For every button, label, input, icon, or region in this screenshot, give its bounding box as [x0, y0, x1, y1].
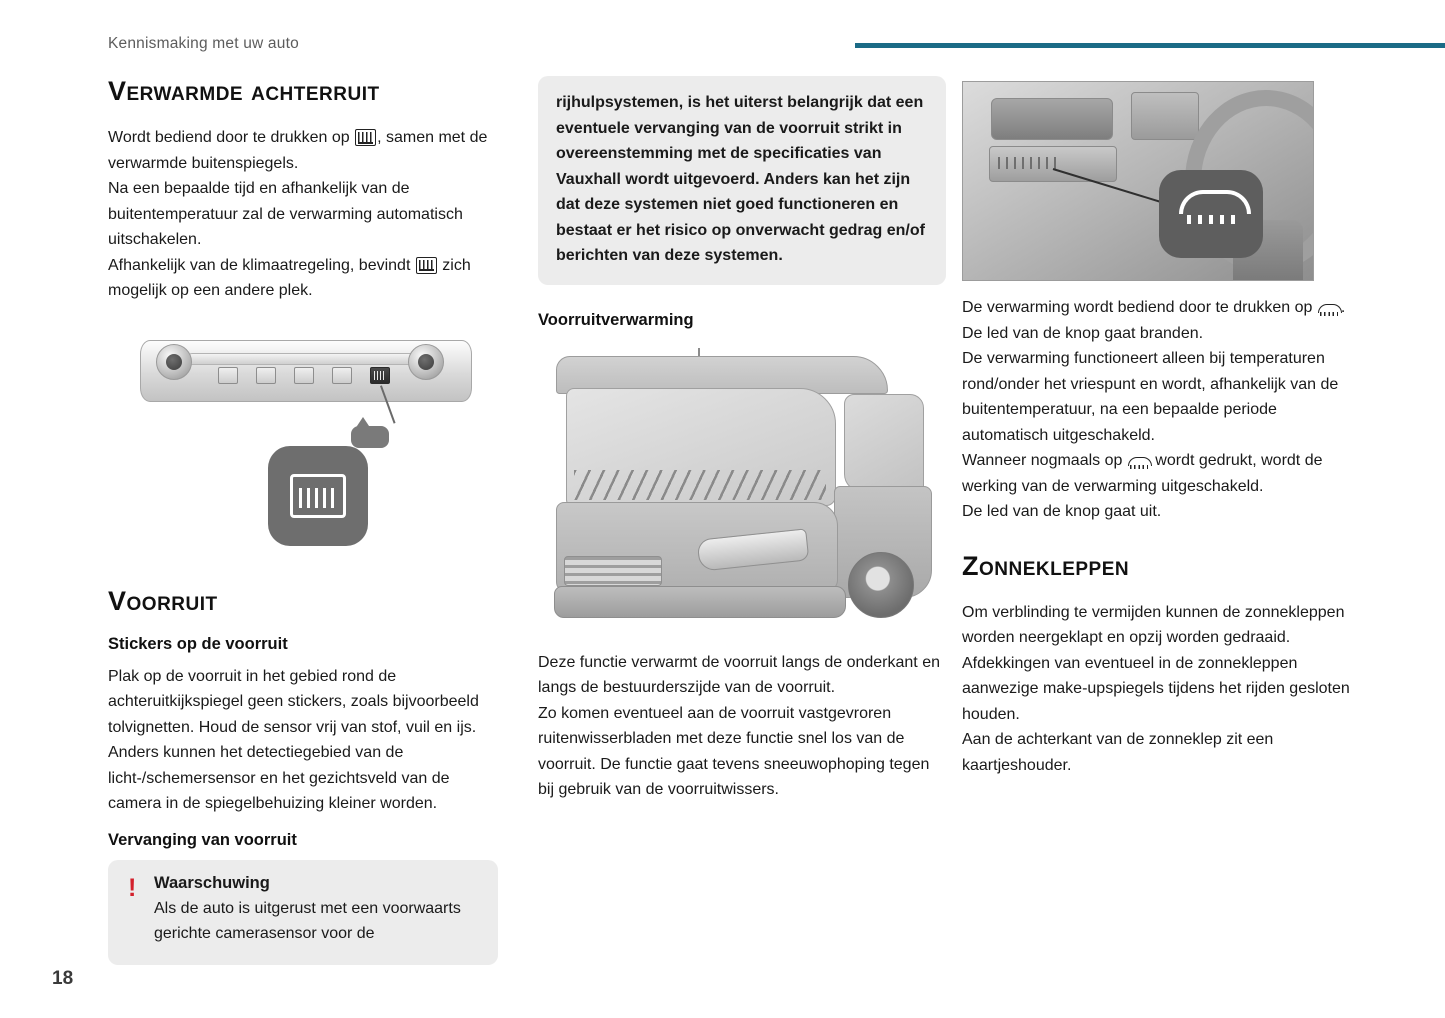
dashboard-button-panel: [989, 146, 1117, 182]
figure-dashboard-button: [962, 81, 1314, 281]
paragraph-led-on: De led van de knop gaat branden.: [962, 324, 1204, 342]
heading-voorruit: Voorruit: [108, 585, 218, 616]
defrost-icon-waves: [299, 488, 337, 508]
icon-location-text-1: Afhankelijk van de klimaatregeling, bevindt: [108, 256, 415, 274]
column-left: [108, 76, 498, 965]
heading-verwarmde-achterruit: Verwarmde achterruit: [108, 76, 380, 106]
dashboard-vent: [991, 98, 1113, 140]
dashboard-display: [1131, 92, 1199, 140]
van-bumper: [554, 586, 846, 618]
paragraph-temperature-condition: De verwarming functioneert alleen bij temperaturen rond/onder het vriespunt en wordt, afhankelijk van de buitentemperatuur, na een bepaalde periode automatisch uitgeschakeld.: [962, 350, 1339, 444]
console-button-rear-defrost: [370, 367, 390, 384]
heating-text-2: .: [1340, 299, 1346, 316]
van-side-window: [844, 394, 924, 492]
paragraph-icon-location: [108, 253, 498, 304]
windscreen-heating-zone: [574, 470, 826, 500]
console-button-1: [218, 367, 238, 384]
warning-icon: !: [128, 873, 137, 902]
subheading-vervanging: Vervanging van voorruit: [108, 830, 297, 849]
paragraph-led-off: De led van de knop gaat uit.: [962, 503, 1162, 520]
van-wheel: [848, 552, 914, 618]
paragraph-stickers: Plak op de voorruit in het gebied rond de achteruitkijkspiegel geen stickers, zoals bijvoorbeeld tolvignetten. Houd de sensor vrij van stof, vuil en ijs. Anders kunnen het detectiegebied van de licht-/schemersensor en het gezichtsveld van de camera in de spiegelbehuizing kleiner worden.: [108, 667, 479, 812]
header-accent-rule: [855, 43, 1445, 48]
paragraph-function-description: Deze functie verwarmt de voorruit langs de onderkant en langs de bestuurderszijde van de voorruit.: [538, 653, 940, 696]
rear-defrost-text-1: Wordt bediend door te drukken op: [108, 129, 355, 146]
heading-zonnekleppen: Zonnekleppen: [962, 550, 1130, 581]
paragraph-sun-visor-1: Om verblinding te vermijden kunnen de zonnekleppen worden neergeklapt en opzij worden gedraaid.: [962, 603, 1345, 646]
paragraph-auto-switch-off: Na een bepaalde tijd en afhankelijk van de buitentemperatuur zal de verwarming automatisch uitschakelen.: [108, 180, 463, 248]
console-button-row: [218, 366, 390, 386]
paragraph-frozen-wipers: Zo komen eventueel aan de voorruit vastgevroren ruitenwisserbladen met deze functie snel los van de voorruit. De functie gaat tevens sneeuwophoping tegen bij gebruik van de voorruitwissers.: [538, 704, 930, 798]
console-button-3: [294, 367, 314, 384]
paragraph-sun-visor-3: Aan de achterkant van de zonneklep zit een kaartjeshouder.: [962, 731, 1274, 774]
rear-window-defrost-icon: [416, 257, 437, 274]
windscreen-defrost-icon: [1128, 454, 1150, 469]
warning-continuation-box: [538, 76, 946, 285]
climate-knob-left: [156, 344, 192, 380]
paragraph-heating-operation: [962, 295, 1350, 321]
subheading-voorruitverwarming: Voorruitverwarming: [538, 310, 694, 329]
paragraph-sun-visor-2: Afdekkingen van eventueel in de zonnekleppen aanwezige make-upspiegels tijdens het rijden gesloten houden.: [962, 654, 1350, 723]
paragraph-rear-window-operation: [108, 125, 498, 176]
press-again-text-2: wordt gedrukt, wordt de werking van de verwarming uitgeschakeld.: [962, 452, 1323, 495]
heating-text-1: De verwarming wordt bediend door te drukken op: [962, 299, 1317, 316]
rear-window-defrost-icon: [268, 446, 368, 546]
rear-window-defrost-icon: [355, 129, 376, 146]
console-button-4: [332, 367, 352, 384]
windscreen-defrost-glyph: [1179, 194, 1243, 220]
column-middle: [538, 76, 946, 803]
callout-bubble: [351, 426, 389, 448]
warning-continuation-text: rijhulpsystemen, is het uiterst belangrijk dat een eventuele vervanging van de voorruit strikt in overeenstemming met de specificaties van Vauxhall wordt uitgevoerd. Anders kan het zijn dat deze systemen niet goed functioneren en bestaat er het risico op onverwacht gedrag en/of berichten van deze systemen.: [556, 94, 925, 264]
van-illustration: [548, 356, 936, 624]
van-grille: [564, 556, 662, 586]
warning-box: [108, 860, 498, 965]
warning-title: Waarschuwing: [154, 873, 270, 892]
figure-van-windscreen: [538, 346, 946, 636]
paragraph-press-again: [962, 448, 1350, 499]
press-again-text-1: Wanneer nogmaals op: [962, 452, 1127, 469]
dashboard-photo: [962, 81, 1314, 281]
rear-defrost-text-2: , samen met de verwarmde buitenspiegels.: [108, 129, 488, 172]
windscreen-defrost-icon: [1159, 170, 1263, 258]
figure-dashboard-console: [108, 330, 498, 560]
icon-location-text-2: zich mogelijk op een andere plek.: [108, 256, 471, 299]
climate-knob-right: [408, 344, 444, 380]
subheading-stickers: Stickers op de voorruit: [108, 634, 288, 653]
warning-text: Als de auto is uitgerust met een voorwaarts gerichte camerasensor voor de: [154, 899, 461, 942]
column-right: [962, 76, 1350, 778]
console-button-2: [256, 367, 276, 384]
windscreen-defrost-icon: [1318, 301, 1340, 316]
page-number: 18: [52, 968, 74, 989]
chapter-title: Kennismaking met uw auto: [108, 35, 299, 52]
